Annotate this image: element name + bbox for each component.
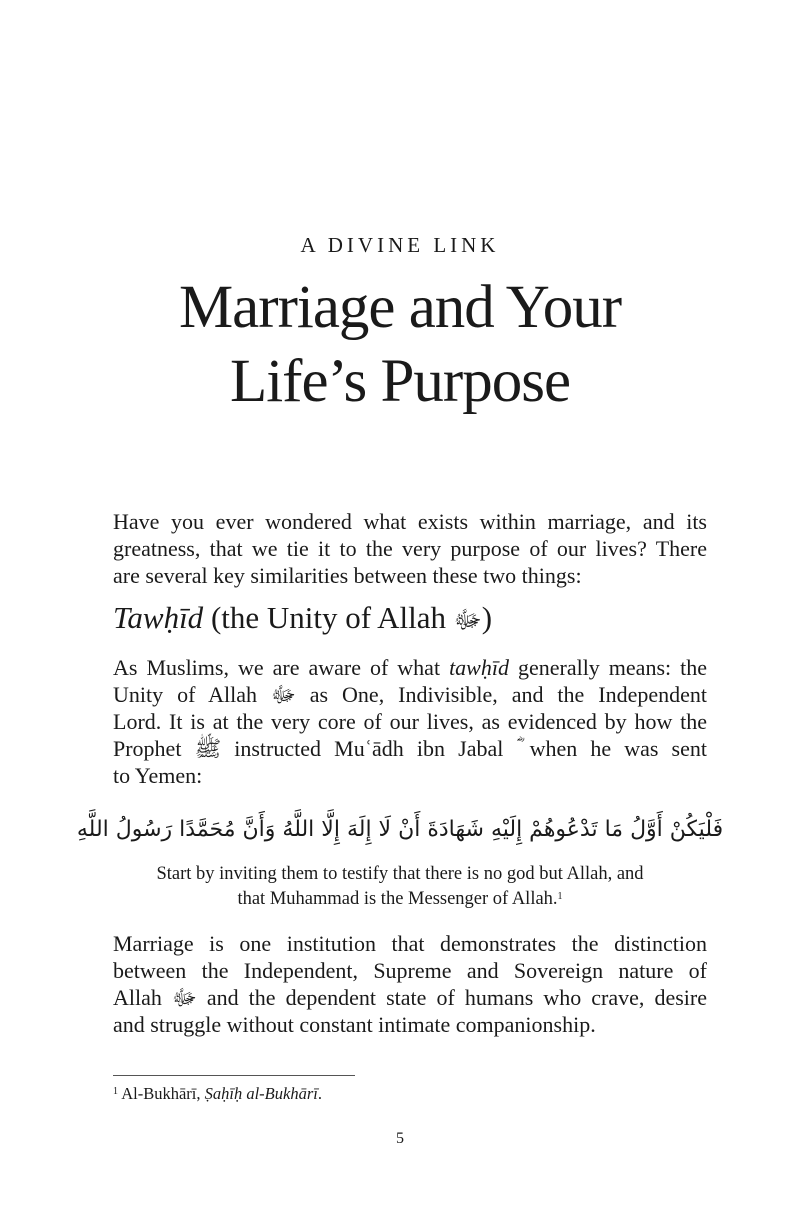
para2-line bbox=[113, 654, 707, 681]
footnote-number: 1 bbox=[113, 1086, 118, 1097]
intro-line: greatness, that we tie it to the very purpose of our lives? There bbox=[113, 536, 707, 561]
section-heading bbox=[113, 598, 492, 641]
footnote bbox=[113, 1083, 322, 1105]
intro-line: Have you ever wondered what exists within marriage, and its bbox=[113, 509, 707, 534]
text: generally means: the bbox=[508, 655, 707, 680]
para3-line: Allah ﷻ and the dependent state of humans who crave, desire bbox=[113, 985, 707, 1010]
hadith-arabic: فَلْيَكُنْ أَوَّلُ مَا تَدْعُوهُمْ إِلَيْهِ شَهَادَةَ أَنْ لَا إِلَهَ إِلَّا اللَّهُ وَأَنَّ مُحَمَّدًا رَسُولُ اللَّهِ bbox=[76, 817, 724, 842]
chapter-title-line-1: Marriage and Your bbox=[178, 274, 622, 341]
heading-text: (the Unity of Allah bbox=[203, 600, 454, 635]
text: Al-Bukhārī, bbox=[118, 1084, 205, 1103]
hadith-translation-line bbox=[80, 887, 720, 911]
honorific-icon: ﷻ bbox=[453, 607, 482, 634]
chapter-kicker: A DIVINE LINK bbox=[300, 233, 500, 257]
heading-italic: Tawḥīd bbox=[113, 600, 204, 635]
text: As Muslims, we are aware of what bbox=[113, 655, 450, 680]
para2-line: Unity of Allah ﷻ as One, Indivisible, and the Independent bbox=[113, 682, 707, 707]
hadith-translation-line: Start by inviting them to testify that there is no god but Allah, and bbox=[156, 864, 644, 884]
para3-line: and struggle without constant intimate companionship. bbox=[113, 1012, 596, 1037]
para2-line: to Yemen: bbox=[113, 763, 203, 788]
text: that Muhammad is the Messenger of Allah. bbox=[237, 889, 558, 909]
para2-line: Prophet ﷺ instructed Muʿādh ibn Jabal ؓ when he was sent bbox=[113, 736, 707, 761]
italic-title: Ṣaḥīḥ al-Bukhārī bbox=[204, 1084, 318, 1103]
heading-close: ) bbox=[481, 600, 493, 635]
page-number: 5 bbox=[396, 1130, 404, 1147]
italic-term: tawḥīd bbox=[449, 655, 509, 680]
footnote-divider bbox=[113, 1075, 355, 1076]
text: . bbox=[317, 1084, 322, 1103]
para3-line: Marriage is one institution that demonstrates the distinction bbox=[113, 931, 707, 956]
para2-line: Lord. It is at the very core of our lives, as evidenced by how the bbox=[113, 709, 707, 734]
footnote-ref[interactable]: 1 bbox=[557, 891, 563, 902]
intro-line: are several key similarities between these two things: bbox=[113, 563, 582, 588]
para3-line: between the Independent, Supreme and Sovereign nature of bbox=[113, 958, 707, 983]
chapter-title-line-2: Life’s Purpose bbox=[229, 348, 571, 415]
